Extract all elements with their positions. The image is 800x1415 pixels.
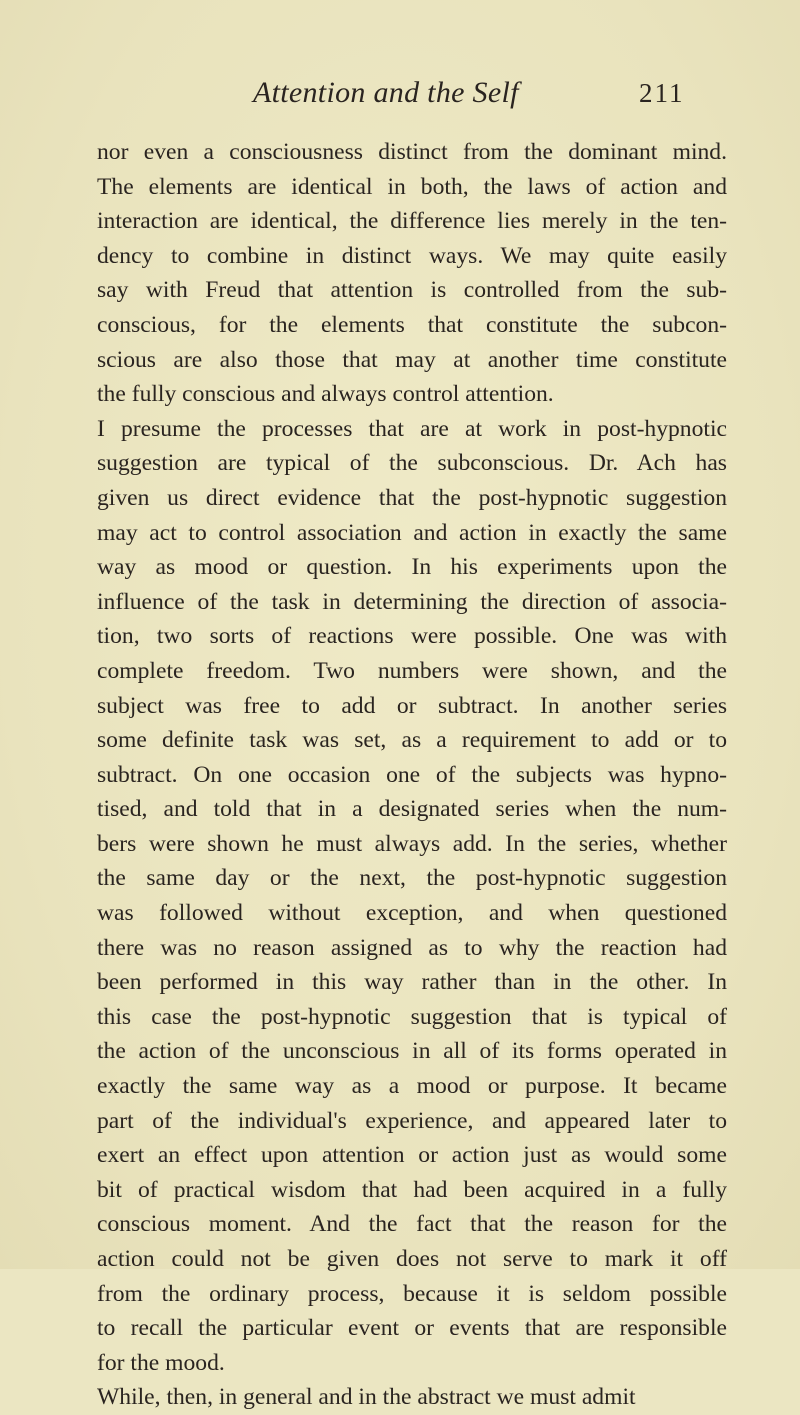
text-line: bers were shown he must always add. In the series, whether xyxy=(97,830,727,857)
page-number: 211 xyxy=(639,78,685,108)
text-line: The elements are identical in both, the laws of action and xyxy=(97,173,727,200)
text-line: subtract. On one occasion one of the subjects was hypno- xyxy=(97,761,727,788)
text-line: suggestion are typical of the subconscious. Dr. Ach has xyxy=(97,450,727,477)
text-line: to recall the particular event or events that are responsible xyxy=(97,1315,727,1342)
text-line: was followed without exception, and when questioned xyxy=(97,900,727,927)
text-line: for the mood. xyxy=(97,1349,225,1376)
text-line: been performed in this way rather than in the other. In xyxy=(97,969,727,996)
text-line: exactly the same way as a mood or purpose. It became xyxy=(97,1073,727,1100)
text-line: conscious, for the elements that constitute the subcon- xyxy=(97,311,727,338)
text-line: tion, two sorts of reactions were possible. One was with xyxy=(97,623,727,650)
text-line: may act to control association and action in exactly the same xyxy=(97,519,727,546)
text-line: action could not be given does not serve to mark it off xyxy=(97,1246,727,1272)
text-line: the action of the unconscious in all of its forms operated in xyxy=(97,1038,727,1065)
text-line: conscious moment. And the fact that the reason for the xyxy=(97,1211,727,1238)
text-line: the fully conscious and always control attention. xyxy=(97,381,554,408)
text-line: from the ordinary process, because it is seldom possible xyxy=(97,1280,727,1307)
text-line: part of the individual's experience, and appeared later to xyxy=(97,1107,727,1134)
text-line: scious are also those that may at another time constitute xyxy=(97,346,727,373)
body-text xyxy=(97,135,727,1415)
text-line: tised, and told that in a designated series when the num- xyxy=(97,796,727,823)
text-line: nor even a consciousness distinct from the dominant mind. xyxy=(97,139,727,165)
running-title: Attention and the Self xyxy=(253,76,519,109)
text-line: way as mood or question. In his experiments upon the xyxy=(97,554,727,581)
running-head xyxy=(0,76,800,116)
text-line: complete freedom. Two numbers were shown, and the xyxy=(97,657,727,684)
text-line: While, then, in general and in the abstract we must admit xyxy=(97,1384,636,1411)
text-line: some definite task was set, as a requirement to add or to xyxy=(97,727,727,754)
text-line: interaction are identical, the difference lies merely in the ten- xyxy=(97,208,727,235)
text-line: there was no reason assigned as to why the reaction had xyxy=(97,934,727,961)
text-line: given us direct evidence that the post-hypnotic suggestion xyxy=(97,484,727,511)
text-line: dency to combine in distinct ways. We may quite easily xyxy=(97,242,727,269)
text-line: subject was free to add or subtract. In another series xyxy=(97,692,727,719)
text-line: bit of practical wisdom that had been acquired in a fully xyxy=(97,1176,727,1203)
text-line: this case the post-hypnotic suggestion that is typical of xyxy=(97,1003,727,1030)
text-line: exert an effect upon attention or action just as would some xyxy=(97,1142,727,1169)
text-line: influence of the task in determining the direction of associa- xyxy=(97,588,727,615)
text-line: the same day or the next, the post-hypnotic suggestion xyxy=(97,865,727,892)
text-line: say with Freud that attention is controlled from the sub- xyxy=(97,277,727,304)
text-line: I presume the processes that are at work in post-hypnotic xyxy=(97,415,727,442)
